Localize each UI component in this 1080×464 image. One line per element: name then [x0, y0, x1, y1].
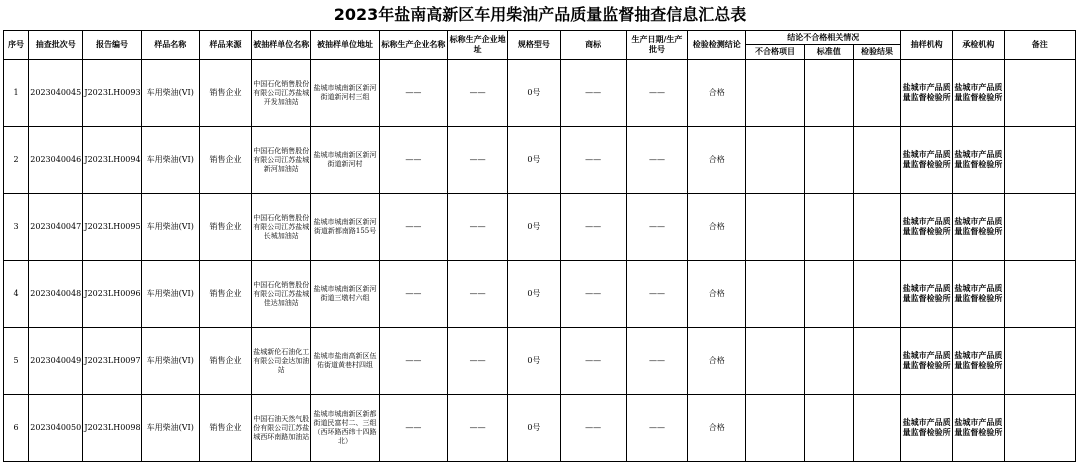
cell-unit-address: 盐城市城南新区新河街道新河村: [311, 127, 379, 194]
cell-sampling-org: 盐城市产品质量监督检验所: [901, 60, 953, 127]
cell-sampling-org: 盐城市产品质量监督检验所: [901, 328, 953, 395]
cell-conclusion: 合格: [688, 127, 746, 194]
header-manufacturer-address: 标称生产企业地址: [448, 31, 508, 60]
cell-fail-item: [746, 194, 804, 261]
cell-report: J2023LH0094: [83, 127, 141, 194]
header-unit-name: 被抽样单位名称: [252, 31, 311, 60]
cell-unit-address: 盐城市城南新区新河街道三墩村六组: [311, 261, 379, 328]
cell-remark: [1004, 194, 1075, 261]
cell-conclusion: 合格: [688, 395, 746, 462]
cell-standard-value: [804, 194, 853, 261]
cell-manufacturer-name: ——: [379, 60, 447, 127]
cell-standard-value: [804, 127, 853, 194]
cell-remark: [1004, 127, 1075, 194]
cell-sample-name: 车用柴油(VI): [141, 60, 199, 127]
cell-test-result: [853, 194, 900, 261]
cell-spec: 0号: [508, 261, 560, 328]
cell-manufacturer-name: ——: [379, 261, 447, 328]
cell-testing-org: 盐城市产品质量监督检验所: [953, 60, 1004, 127]
header-conclusion: 检验检测结论: [688, 31, 746, 60]
cell-report: J2023LH0098: [83, 395, 141, 462]
cell-brand: ——: [560, 328, 626, 395]
cell-standard-value: [804, 261, 853, 328]
header-sample-source: 样品来源: [199, 31, 251, 60]
page-title: 2023年盐南高新区车用柴油产品质量监督抽查信息汇总表: [333, 5, 747, 24]
header-remark: 备注: [1004, 31, 1075, 60]
cell-production-date: ——: [626, 60, 687, 127]
cell-sample-name: 车用柴油(VI): [141, 127, 199, 194]
cell-testing-org: 盐城市产品质量监督检验所: [953, 395, 1004, 462]
header-sample-name: 样品名称: [141, 31, 199, 60]
cell-unit-address: 盐城市盐南高新区伍佑街道黄巷村四组: [311, 328, 379, 395]
header-report: 报告编号: [83, 31, 141, 60]
cell-manufacturer-address: ——: [448, 395, 508, 462]
cell-unit-address: 盐城市城南新区新河街道新河村三组: [311, 60, 379, 127]
cell-sampling-org: 盐城市产品质量监督检验所: [901, 127, 953, 194]
cell-sample-name: 车用柴油(VI): [141, 261, 199, 328]
cell-sample-name: 车用柴油(VI): [141, 395, 199, 462]
cell-manufacturer-address: ——: [448, 194, 508, 261]
header-standard-value: 标准值: [804, 45, 853, 60]
cell-spec: 0号: [508, 194, 560, 261]
cell-spec: 0号: [508, 328, 560, 395]
cell-report: J2023LH0095: [83, 194, 141, 261]
cell-unit-address: 盐城市城南新区新河街道新都南路155号: [311, 194, 379, 261]
cell-remark: [1004, 60, 1075, 127]
cell-conclusion: 合格: [688, 60, 746, 127]
header-batch: 抽查批次号: [29, 31, 83, 60]
cell-testing-org: 盐城市产品质量监督检验所: [953, 328, 1004, 395]
cell-manufacturer-address: ——: [448, 328, 508, 395]
header-seq: 序号: [4, 31, 29, 60]
cell-conclusion: 合格: [688, 194, 746, 261]
cell-unit-name: 中国石化销售股份有限公司江苏盐城开发加油站: [252, 60, 311, 127]
cell-seq: 2: [4, 127, 29, 194]
cell-brand: ——: [560, 194, 626, 261]
header-manufacturer-name: 标称生产企业名称: [379, 31, 447, 60]
table-row: [4, 194, 1076, 261]
header-testing-org: 承检机构: [953, 31, 1004, 60]
cell-sample-name: 车用柴油(VI): [141, 328, 199, 395]
cell-sample-source: 销售企业: [199, 60, 251, 127]
table-row: [4, 127, 1076, 194]
cell-fail-item: [746, 127, 804, 194]
header-unit-address: 被抽样单位地址: [311, 31, 379, 60]
cell-standard-value: [804, 395, 853, 462]
table-row: [4, 60, 1076, 127]
cell-report: J2023LH0093: [83, 60, 141, 127]
cell-test-result: [853, 328, 900, 395]
cell-spec: 0号: [508, 395, 560, 462]
cell-unit-address: 盐城市城南新区新都街道民富村二、三组（西环路西纬十四路北）: [311, 395, 379, 462]
cell-test-result: [853, 60, 900, 127]
cell-standard-value: [804, 60, 853, 127]
cell-manufacturer-address: ——: [448, 261, 508, 328]
cell-unit-name: 盐城新伦石油化工有限公司金达加油站: [252, 328, 311, 395]
cell-manufacturer-name: ——: [379, 328, 447, 395]
cell-batch: 2023040046: [29, 127, 83, 194]
cell-production-date: ——: [626, 261, 687, 328]
cell-unit-name: 中国石化销售股份有限公司江苏盐城长城加油站: [252, 194, 311, 261]
cell-manufacturer-name: ——: [379, 127, 447, 194]
cell-manufacturer-name: ——: [379, 194, 447, 261]
cell-seq: 5: [4, 328, 29, 395]
cell-brand: ——: [560, 395, 626, 462]
cell-fail-item: [746, 395, 804, 462]
header-row-1: [4, 31, 1076, 45]
cell-unit-name: 中国石油天然气股份有限公司江苏盐城西环南路加油站: [252, 395, 311, 462]
cell-sample-source: 销售企业: [199, 127, 251, 194]
cell-testing-org: 盐城市产品质量监督检验所: [953, 127, 1004, 194]
cell-production-date: ——: [626, 127, 687, 194]
cell-sample-source: 销售企业: [199, 261, 251, 328]
cell-sampling-org: 盐城市产品质量监督检验所: [901, 261, 953, 328]
header-production-date: 生产日期/生产批号: [626, 31, 687, 60]
cell-spec: 0号: [508, 60, 560, 127]
cell-sampling-org: 盐城市产品质量监督检验所: [901, 395, 953, 462]
header-test-result: 检验结果: [853, 45, 900, 60]
cell-batch: 2023040050: [29, 395, 83, 462]
header-fail-group: 结论不合格相关情况: [746, 31, 901, 45]
cell-brand: ——: [560, 261, 626, 328]
cell-spec: 0号: [508, 127, 560, 194]
table-row: [4, 395, 1076, 462]
cell-report: J2023LH0096: [83, 261, 141, 328]
cell-fail-item: [746, 328, 804, 395]
header-spec: 规格型号: [508, 31, 560, 60]
cell-unit-name: 中国石化销售股份有限公司江苏盐城新河加油站: [252, 127, 311, 194]
cell-fail-item: [746, 261, 804, 328]
cell-production-date: ——: [626, 395, 687, 462]
inspection-summary-table: [3, 30, 1076, 462]
cell-test-result: [853, 261, 900, 328]
cell-sample-name: 车用柴油(VI): [141, 194, 199, 261]
cell-manufacturer-address: ——: [448, 60, 508, 127]
cell-sample-source: 销售企业: [199, 194, 251, 261]
cell-testing-org: 盐城市产品质量监督检验所: [953, 194, 1004, 261]
cell-fail-item: [746, 60, 804, 127]
cell-remark: [1004, 328, 1075, 395]
cell-manufacturer-name: ——: [379, 395, 447, 462]
cell-seq: 4: [4, 261, 29, 328]
cell-batch: 2023040049: [29, 328, 83, 395]
cell-conclusion: 合格: [688, 328, 746, 395]
cell-remark: [1004, 261, 1075, 328]
cell-conclusion: 合格: [688, 261, 746, 328]
cell-sampling-org: 盐城市产品质量监督检验所: [901, 194, 953, 261]
cell-sample-source: 销售企业: [199, 328, 251, 395]
cell-unit-name: 中国石化销售股份有限公司江苏盐城佳达加油站: [252, 261, 311, 328]
cell-test-result: [853, 127, 900, 194]
cell-brand: ——: [560, 127, 626, 194]
cell-batch: 2023040047: [29, 194, 83, 261]
cell-brand: ——: [560, 60, 626, 127]
table-row: [4, 328, 1076, 395]
cell-manufacturer-address: ——: [448, 127, 508, 194]
cell-report: J2023LH0097: [83, 328, 141, 395]
cell-batch: 2023040045: [29, 60, 83, 127]
cell-testing-org: 盐城市产品质量监督检验所: [953, 261, 1004, 328]
cell-test-result: [853, 395, 900, 462]
header-fail-item: 不合格项目: [746, 45, 804, 60]
table-row: [4, 261, 1076, 328]
cell-seq: 6: [4, 395, 29, 462]
cell-remark: [1004, 395, 1075, 462]
header-brand: 商标: [560, 31, 626, 60]
cell-seq: 3: [4, 194, 29, 261]
cell-standard-value: [804, 328, 853, 395]
cell-sample-source: 销售企业: [199, 395, 251, 462]
cell-batch: 2023040048: [29, 261, 83, 328]
cell-seq: 1: [4, 60, 29, 127]
header-sampling-org: 抽样机构: [901, 31, 953, 60]
cell-production-date: ——: [626, 328, 687, 395]
cell-production-date: ——: [626, 194, 687, 261]
